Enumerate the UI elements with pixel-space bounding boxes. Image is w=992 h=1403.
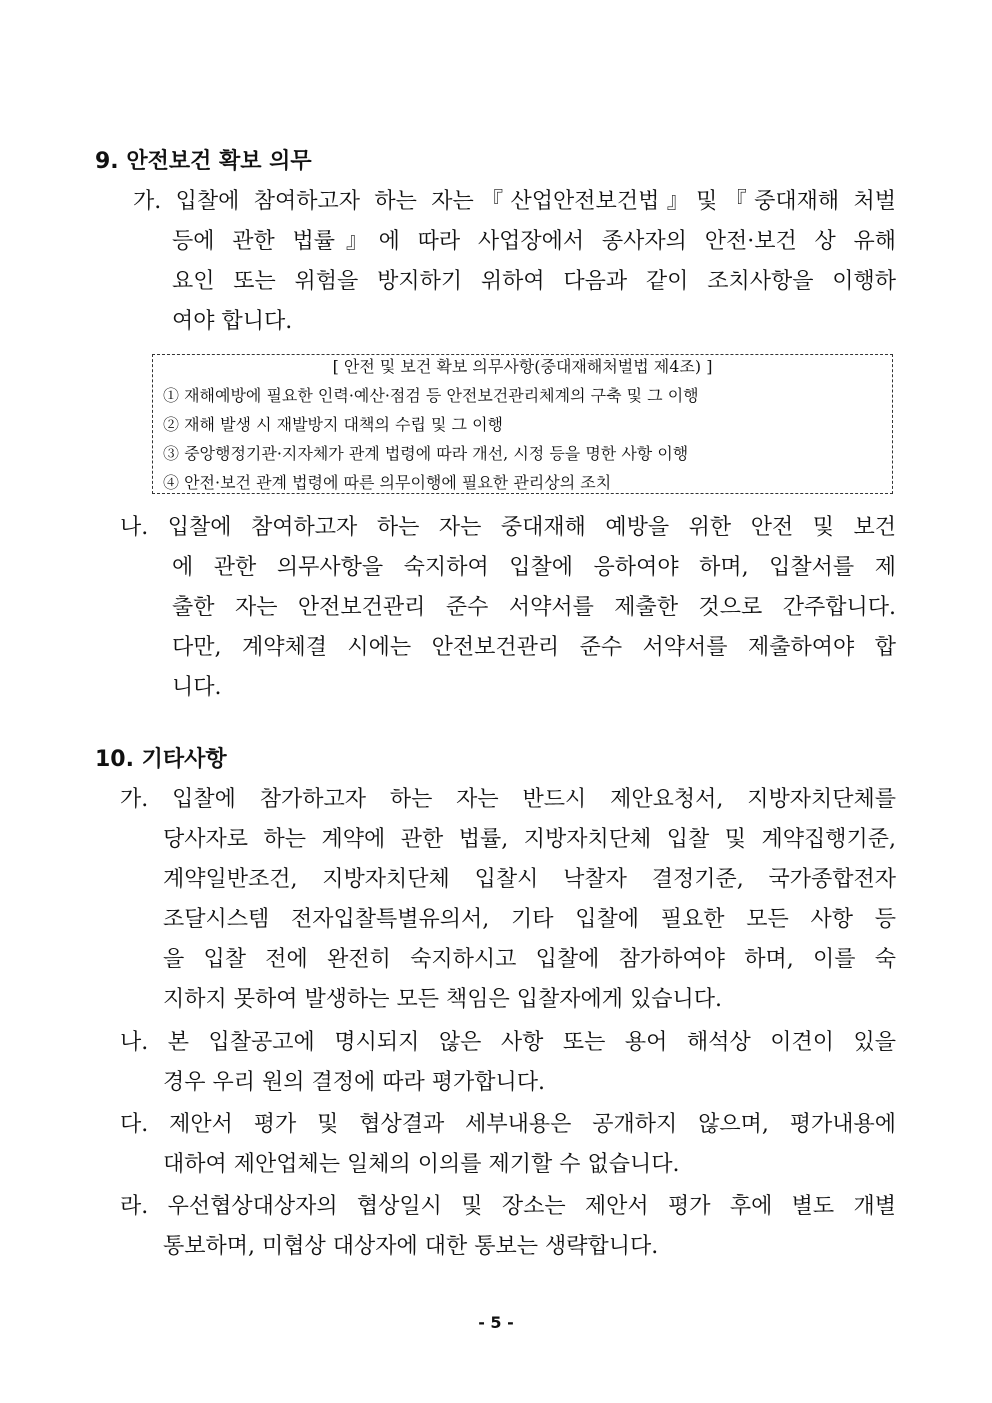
- safety-obligation-item-1: ① 재해예방에 필요한 인력·예산·점검 등 안전보건관리체계의 구축 및 그 이행: [163, 386, 699, 405]
- section-9-item-na-line-4: 다만, 계약체결 시에는 안전보건관리 준수 서약서를 제출하여야 합: [172, 635, 896, 660]
- section-10-heading: 10. 기타사항: [95, 747, 227, 772]
- safety-obligations-box-title: [ 안전 및 보건 확보 의무사항(중대재해처벌법 제4조) ]: [332, 357, 713, 376]
- section-10-item-ga-line-2: 당사자로 하는 계약에 관한 법률, 지방자치단체 입찰 및 계약집행기준,: [163, 827, 896, 852]
- section-9-item-na-line-2: 에 관한 의무사항을 숙지하여 입찰에 응하여야 하며, 입찰서를 제: [172, 555, 896, 580]
- section-10-item-ga-line-6: 지하지 못하여 발생하는 모든 책임은 입찰자에게 있습니다.: [163, 987, 723, 1012]
- section-10-item-ga-line-3: 계약일반조건, 지방자치단체 입찰시 낙찰자 결정기준, 국가종합전자: [163, 867, 896, 892]
- section-9-heading: 9. 안전보건 확보 의무: [95, 149, 312, 174]
- safety-obligations-box: [152, 354, 893, 494]
- section-9-item-ga-line-2: 등에 관한 법률』에 따라 사업장에서 종사자의 안전·보건 상 유해: [172, 229, 896, 254]
- section-9-item-na-line-1: 나. 입찰에 참여하고자 하는 자는 중대재해 예방을 위한 안전 및 보건: [120, 515, 896, 540]
- section-10-item-ra-line-2: 통보하며, 미협상 대상자에 대한 통보는 생략합니다.: [163, 1234, 659, 1259]
- section-9-item-ga-line-4: 여야 합니다.: [172, 309, 293, 334]
- section-9-item-ga-line-3: 요인 또는 위험을 방지하기 위하여 다음과 같이 조치사항을 이행하: [172, 269, 896, 294]
- safety-obligation-item-4: ④ 안전·보건 관계 법령에 따른 의무이행에 필요한 관리상의 조치: [163, 473, 612, 492]
- section-10-item-da-line-1: 다. 제안서 평가 및 협상결과 세부내용은 공개하지 않으며, 평가내용에: [120, 1112, 896, 1137]
- page-number: - 5 -: [478, 1313, 514, 1332]
- section-10-item-na-line-1: 나. 본 입찰공고에 명시되지 않은 사항 또는 용어 해석상 이견이 있을: [120, 1030, 896, 1055]
- section-9-item-na-line-5: 니다.: [172, 675, 222, 700]
- section-10-item-ga-line-1: 가. 입찰에 참가하고자 하는 자는 반드시 제안요청서, 지방자치단체를: [120, 787, 896, 812]
- section-10-item-da-line-2: 대하여 제안업체는 일체의 이의를 제기할 수 없습니다.: [163, 1152, 680, 1177]
- safety-obligation-item-2: ② 재해 발생 시 재발방지 대책의 수립 및 그 이행: [163, 415, 503, 434]
- section-9-item-na-line-3: 출한 자는 안전보건관리 준수 서약서를 제출한 것으로 간주합니다.: [172, 595, 896, 620]
- section-10-item-ra-line-1: 라. 우선협상대상자의 협상일시 및 장소는 제안서 평가 후에 별도 개별: [120, 1194, 896, 1219]
- section-10-item-na-line-2: 경우 우리 원의 결정에 따라 평가합니다.: [163, 1070, 545, 1095]
- section-10-item-ga-line-5: 을 입찰 전에 완전히 숙지하시고 입찰에 참가하여야 하며, 이를 숙: [163, 947, 896, 972]
- section-10-item-ga-line-4: 조달시스템 전자입찰특별유의서, 기타 입찰에 필요한 모든 사항 등: [163, 907, 896, 932]
- section-9-item-ga-line-1: 가. 입찰에 참여하고자 하는 자는『산업안전보건법』및『중대재해 처벌: [133, 189, 896, 214]
- safety-obligation-item-3: ③ 중앙행정기관·지자체가 관계 법령에 따라 개선, 시정 등을 명한 사항 이행: [163, 444, 689, 463]
